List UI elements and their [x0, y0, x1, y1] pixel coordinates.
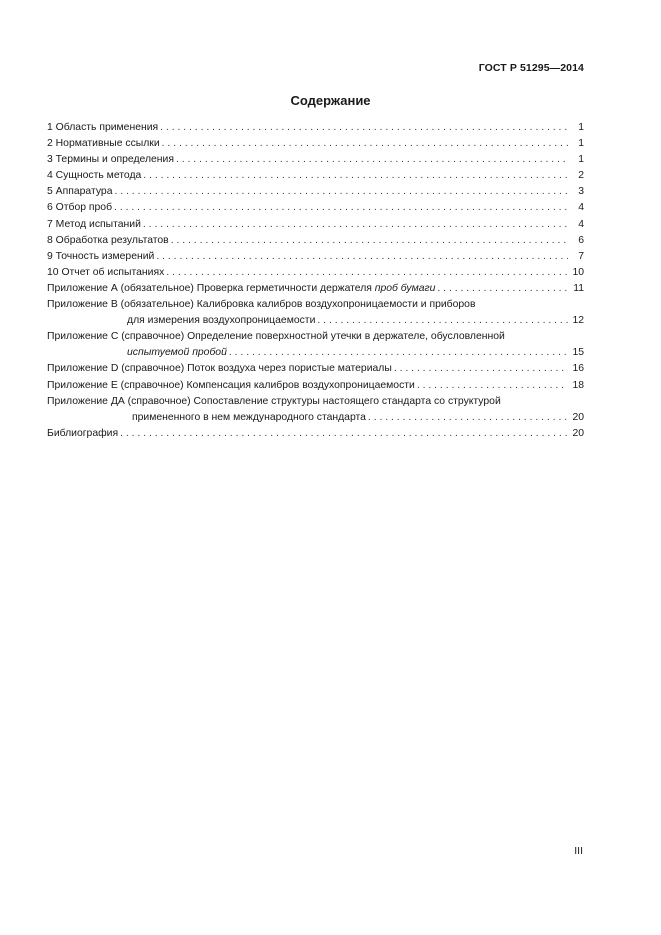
toc-entry[interactable]: 2 Нормативные ссылки . . . 1 — [47, 136, 584, 152]
toc-entry[interactable]: 4 Сущность метода . . . 2 — [47, 168, 584, 184]
toc-entry-appendix-d[interactable]: Приложение D (справочное) Поток воздуха через пористые материалы . . . 16 — [47, 361, 584, 377]
page-number: III — [574, 845, 583, 857]
toc-entry[interactable]: 1 Область применения . . . 1 — [47, 120, 584, 136]
page-title: Содержание — [290, 93, 371, 108]
toc-entry-appendix-a[interactable]: Приложение А (обязательное) Проверка герметичности держателя проб бумаги . . . 11 — [47, 281, 584, 297]
toc-entry-appendix-e[interactable]: Приложение Е (справочное) Компенсация калибров воздухопроницаемости . . . 18 — [47, 378, 584, 394]
toc-entry[interactable]: 7 Метод испытаний . . . 4 — [47, 217, 584, 233]
toc-entry-appendix-c[interactable]: Приложение С (справочное) Определение поверхностной утечки в держателе, обусловленной испытуемой пробой . . . 15 — [47, 329, 584, 361]
toc-entry[interactable]: 3 Термины и определения . . . 1 — [47, 152, 584, 168]
toc-entry[interactable]: 10 Отчет об испытаниях . . . 10 — [47, 265, 584, 281]
document-header: ГОСТ Р 51295—2014 — [478, 62, 584, 74]
toc-entry-appendix-b[interactable]: Приложение В (обязательное) Калибровка калибров воздухопроницаемости и приборов для измерения воздухопроницаемости . . . 12 — [47, 297, 584, 329]
toc-entry[interactable]: 8 Обработка результатов . . . 6 — [47, 233, 584, 249]
table-of-contents — [47, 120, 584, 442]
toc-entry[interactable]: 9 Точность измерений . . . 7 — [47, 249, 584, 265]
toc-entry-appendix-da[interactable]: Приложение ДА (справочное) Сопоставление структуры настоящего стандарта со структурой примененного в нем международного стандарта . . . 20 — [47, 394, 584, 426]
toc-entry[interactable]: 5 Аппаратура . . . 3 — [47, 184, 584, 200]
toc-entry[interactable]: 6 Отбор проб . . . 4 — [47, 200, 584, 216]
toc-entry-bibliography[interactable]: Библиография . . . 20 — [47, 426, 584, 442]
